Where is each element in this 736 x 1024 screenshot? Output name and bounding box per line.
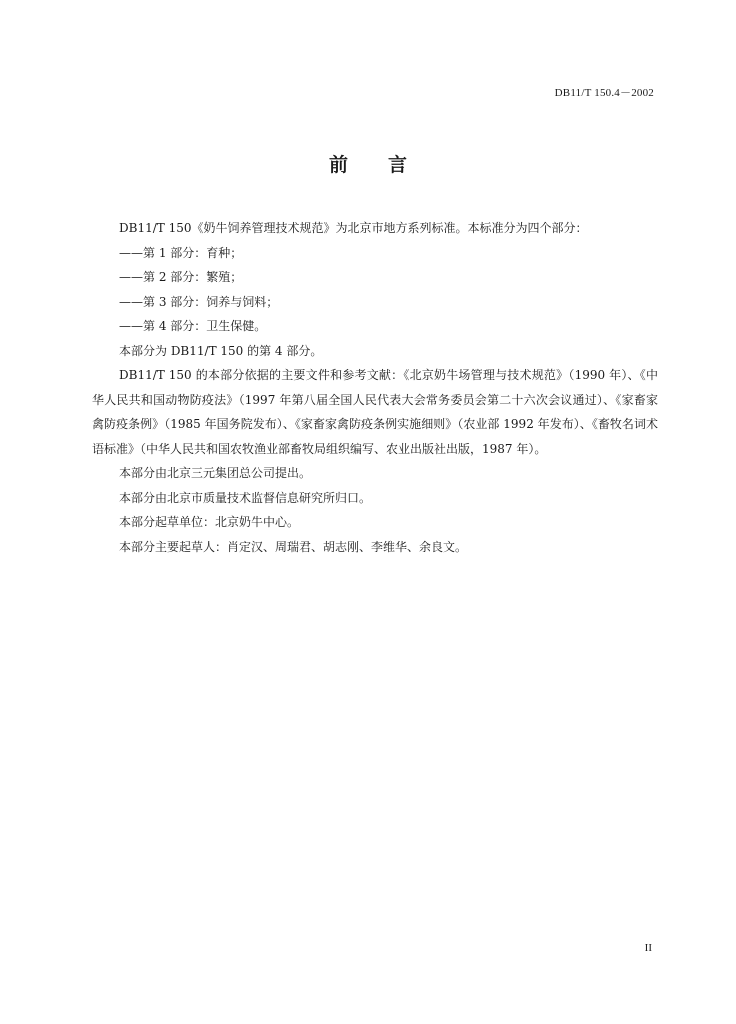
paragraph-this-part: 本部分为 DB11/T 150 的第 4 部分。: [119, 343, 323, 358]
page-number: II: [644, 942, 652, 954]
foreword-body: [92, 216, 658, 559]
standard-code: DB11/T 150.4－2002: [554, 87, 654, 99]
paragraph-drafters: 本部分主要起草人：肖定汉、周瑞君、胡志刚、李维华、余良文。: [119, 539, 468, 554]
paragraph-intro: DB11/T 150《奶牛饲养管理技术规范》为北京市地方系列标准。本标准分为四个部分：: [119, 221, 588, 235]
paragraph-part-3: ——第 3 部分：饲养与饲料；: [119, 294, 279, 309]
paragraph-drafting-unit: 本部分起草单位：北京奶牛中心。: [119, 515, 300, 529]
paragraph-proposed-by: 本部分由北京三元集团总公司提出。: [119, 466, 312, 480]
paragraph-references: DB11/T 150 的本部分依据的主要文件和参考文献：《北京奶牛场管理与技术规范》（1990 年）、《中华人民共和国动物防疫法》（1997 年第八届全国人民代表大会常务委员会第二十六次会议通过）、《家畜家禽防疫条例》（1985 年国务院发布）、《家畜家禽防疫条例实施细则》（农业部 1992 年发布）、《畜牧名词术语标准》（中华人民共和国农牧渔业部畜牧局组织编写、农业出版社出版，1987 年）。: [92, 368, 658, 456]
paragraph-centralized-by: 本部分由北京市质量技术监督信息研究所归口。: [119, 490, 372, 505]
page-title: 前言: [328, 154, 447, 176]
paragraph-part-1: ——第 1 部分：育种；: [119, 245, 243, 260]
paragraph-part-2: ——第 2 部分：繁殖；: [119, 270, 243, 284]
paragraph-part-4: ——第 4 部分：卫生保健。: [119, 319, 267, 333]
